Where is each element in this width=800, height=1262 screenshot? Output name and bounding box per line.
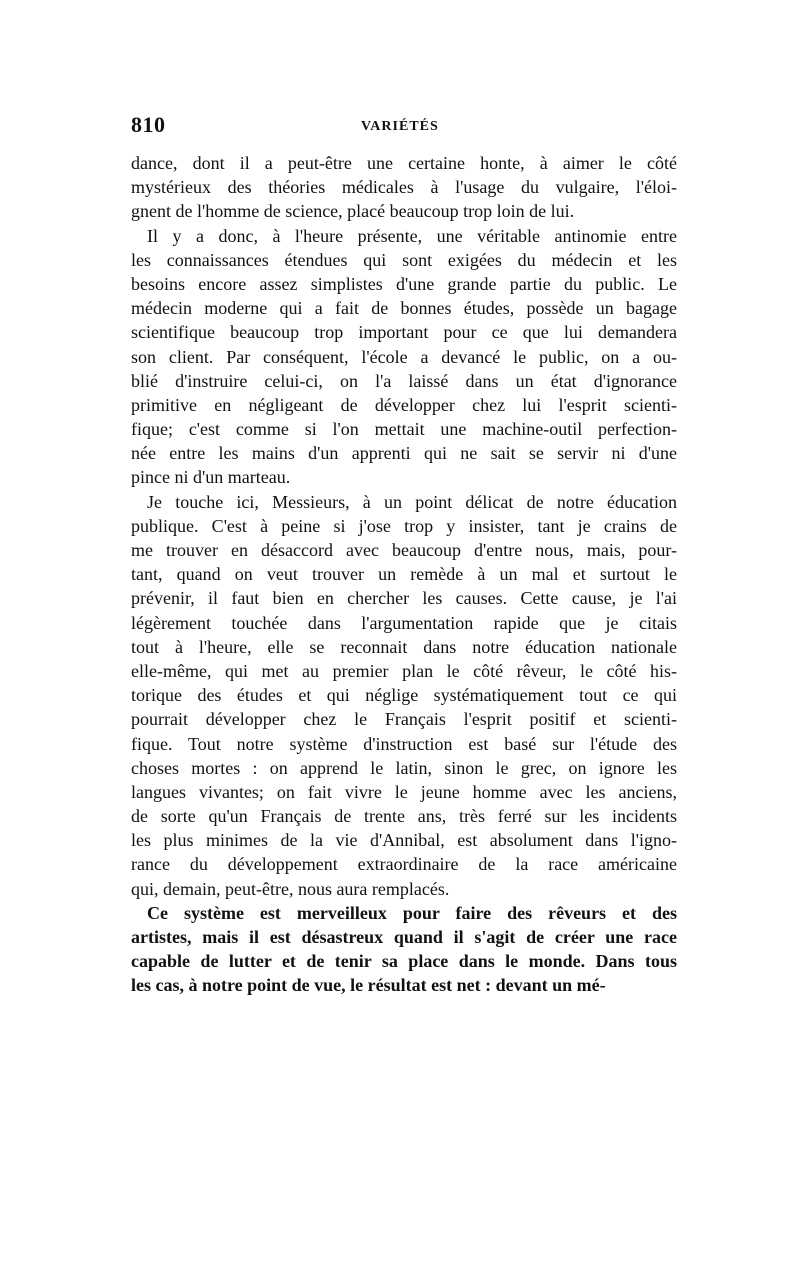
text-line: Ce système est merveilleux pour faire des rêveurs et des [147,902,677,923]
text-line: les connaissances étendues qui sont exigées du médecin et les [131,249,677,270]
text-line: langues vivantes; on fait vivre le jeune homme avec les anciens, [131,781,677,802]
body-text [131,151,677,998]
text-line: dance, dont il a peut-être une certaine honte, à aimer le côté [131,153,677,173]
text-line: pourrait développer chez le Français l'esprit positif et scienti- [131,709,677,730]
text-line: les plus minimes de la vie d'Annibal, est absolument dans l'igno- [131,830,677,851]
text-line: prévenir, il faut bien en chercher les causes. Cette cause, je l'ai [131,588,677,609]
text-line: blié d'instruire celui-ci, on l'a laissé dans un état d'ignorance [131,370,677,391]
text-line: gnent de l'homme de science, placé beaucoup trop loin de lui. [131,201,575,222]
text-line: Il y a donc, à l'heure présente, une véritable antinomie entre [147,225,677,246]
text-line: primitive en négligeant de développer chez lui l'esprit scienti- [131,394,677,415]
text-line: Je touche ici, Messieurs, à un point délicat de notre éducation [147,491,677,512]
text-line: mystérieux des théories médicales à l'usage du vulgaire, l'éloi- [131,177,677,198]
text-line: de sorte qu'un Français de trente ans, très ferré sur les incidents [131,806,677,827]
text-line: scientifique beaucoup trop important pour ce que lui demandera [131,322,677,343]
text-line: les cas, à notre point de vue, le résultat est net : devant un mé- [131,975,606,996]
text-line: légèrement touchée dans l'argumentation rapide que je citais [131,612,677,633]
text-line: tout à l'heure, elle se reconnait dans notre éducation nationale [131,636,677,657]
paragraph [131,224,677,490]
section-title: VARIÉTÉS [361,119,439,134]
text-line: elle-même, qui met au premier plan le côté rêveur, le côté his- [131,660,677,681]
text-line: fique; c'est comme si l'on mettait une machine-outil perfection- [131,419,677,440]
running-head [131,112,677,142]
text-line: torique des études et qui néglige systématiquement tout ce qui [131,685,677,706]
text-line: besoins encore assez simplistes d'une grande partie du public. Le [131,273,677,294]
text-line: son client. Par conséquent, l'école a devancé le public, on a ou- [131,346,677,367]
text-line: capable de lutter et de tenir sa place dans le monde. Dans tous [131,951,677,972]
text-line: qui, demain, peut-être, nous aura remplacés. [131,878,450,899]
paragraph [131,901,677,998]
paragraph [131,490,677,901]
page-number: 810 [131,112,166,137]
text-line: artistes, mais il est désastreux quand il s'agit de créer une race [131,927,677,947]
text-line: publique. C'est à peine si j'ose trop y insister, tant je crains de [131,515,677,536]
text-line: fique. Tout notre système d'instruction est basé sur l'étude des [131,733,677,754]
text-line: née entre les mains d'un apprenti qui ne sait se servir ni d'une [131,443,677,464]
text-line: me trouver en désaccord avec beaucoup d'entre nous, mais, pour- [131,540,677,560]
text-line: médecin moderne qui a fait de bonnes études, possède un bagage [131,298,677,319]
text-line: choses mortes : on apprend le latin, sinon le grec, on ignore les [131,757,677,778]
text-line: pince ni d'un marteau. [131,467,291,488]
text-line: tant, quand on veut trouver un remède à un mal et surtout le [131,564,677,585]
paragraph [131,151,677,224]
text-line: rance du développement extraordinaire de la race américaine [131,854,677,875]
